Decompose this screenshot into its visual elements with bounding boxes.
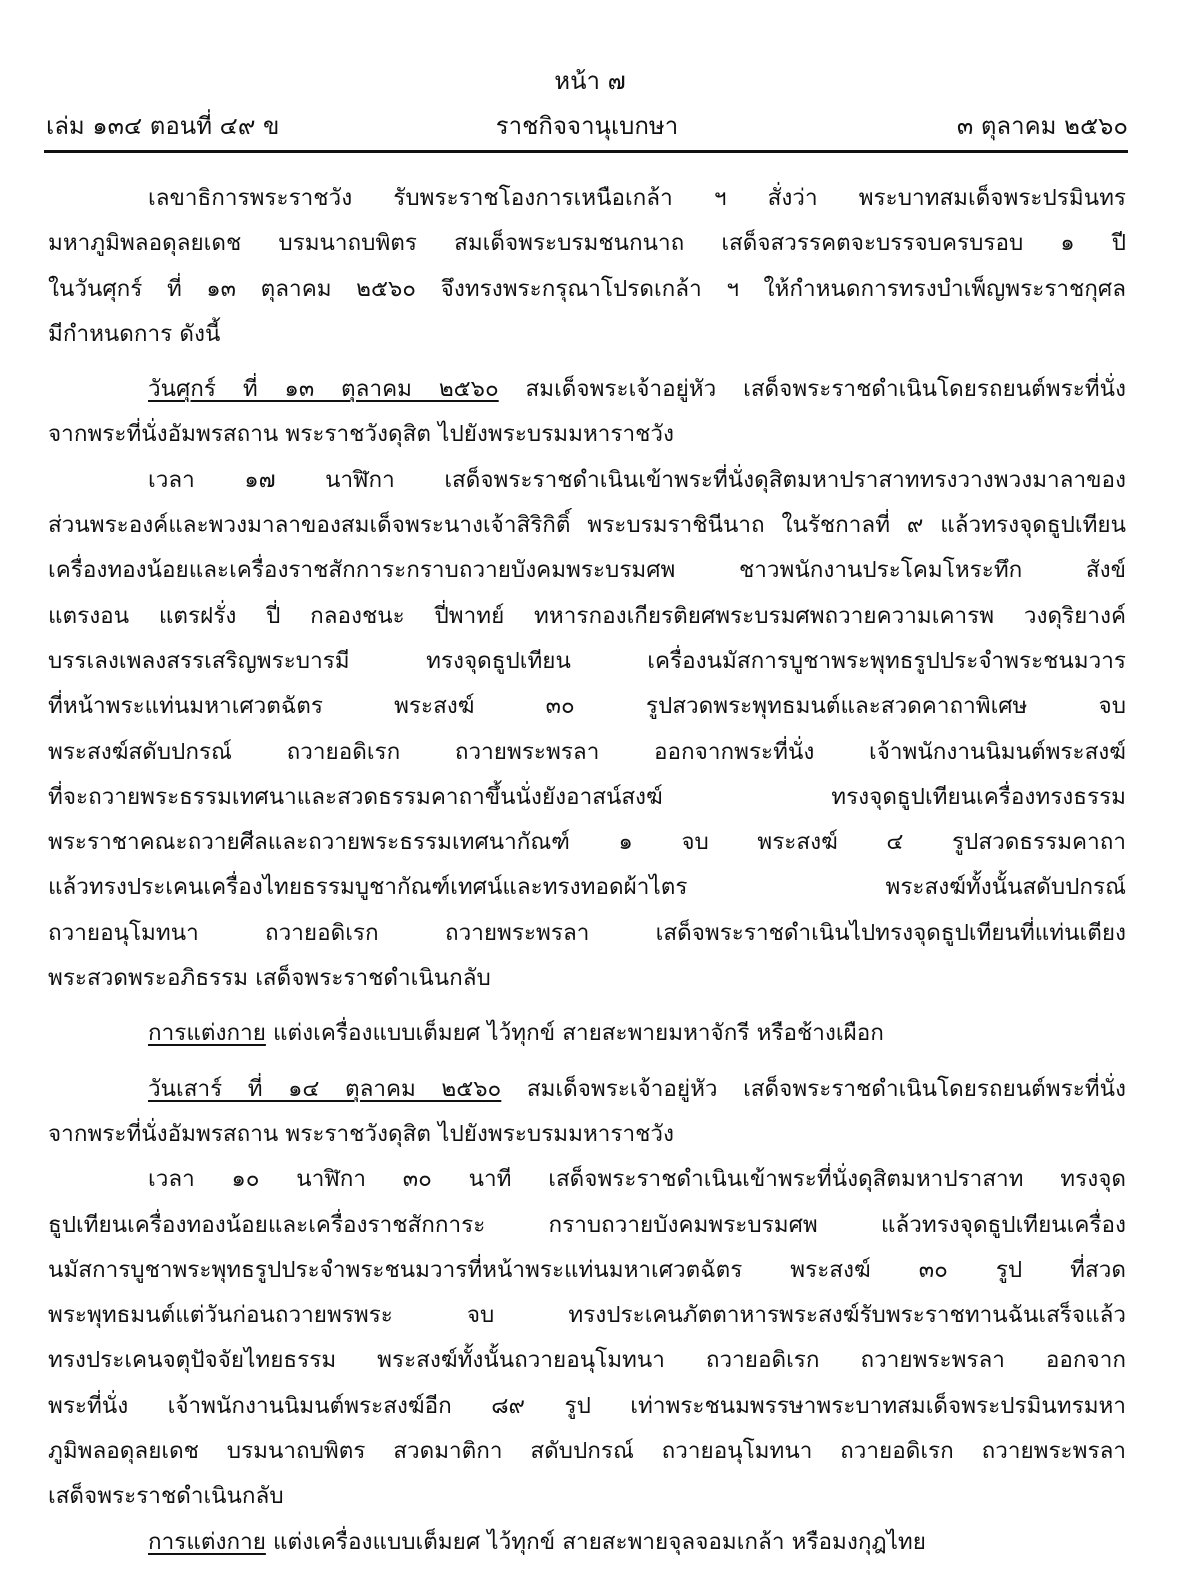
text-line: พระสงฆ์สดับปกรณ์ ถวายอดิเรก ถวายพระพรลา ออกจากพระที่นั่ง เจ้าพนักงานนิมนต์พระสงฆ์ (48, 738, 1126, 765)
text-line: ส่วนพระองค์และพวงมาลาของสมเด็จพระนางเจ้าสิริกิติ์ พระบรมราชินีนาถ ในรัชกาลที่ ๙ แล้วทรงจุดธูปเทียน (48, 512, 1126, 539)
text-line: นมัสการบูชาพระพุทธรูปประจำพระชนมวารที่หน้าพระแท่นมหาเศวตฉัตร พระสงฆ์ ๓๐ รูป ที่สวด (48, 1256, 1126, 1283)
text-line: แตรงอน แตรฝรั่ง ปี่ กลองชนะ ปี่พาทย์ ทหารกองเกียรติยศพระบรมศพถวายความเคารพ วงดุริยางค์ (48, 602, 1126, 629)
text-line: พระสวดพระอภิธรรม เสด็จพระราชดำเนินกลับ (48, 965, 491, 992)
day2-date-heading: วันเสาร์ ที่ ๑๔ ตุลาคม ๒๕๖๐ (148, 1075, 502, 1102)
text-line: เครื่องทองน้อยและเครื่องราชสักการะกราบถวายบังคมพระบรมศพ ชาวพนักงานประโคมโหระทึก สังข์ (48, 557, 1126, 584)
text-line: มีกำหนดการ ดังนี้ (48, 320, 221, 347)
dress-code-text: แต่งเครื่องแบบเต็มยศ ไว้ทุกข์ สายสะพายจุลจอมเกล้า หรือมงกุฎไทย (265, 1528, 926, 1555)
day2-ceremony-paragraph (48, 1157, 1126, 1519)
dress-code-text: แต่งเครื่องแบบเต็มยศ ไว้ทุกข์ สายสะพายมหาจักรี หรือช้างเผือก (265, 1020, 884, 1047)
text-line: ที่หน้าพระแท่นมหาเศวตฉัตร พระสงฆ์ ๓๐ รูปสวดพระพุทธมนต์และสวดคาถาพิเศษ จบ (48, 693, 1126, 720)
day1-date-heading: วันศุกร์ ที่ ๑๓ ตุลาคม ๒๕๖๐ (148, 376, 499, 403)
text-line: แล้วทรงประเคนเครื่องไทยธรรมบูชากัณฑ์เทศน์และทรงทอดผ้าไตร พระสงฆ์ทั้งนั้นสดับปกรณ์ (48, 874, 1126, 901)
text-line: ทรงประเคนจตุปัจจัยไทยธรรม พระสงฆ์ทั้งนั้นถวายอนุโมทนา ถวายอดิเรก ถวายพระพรลา ออกจาก (48, 1347, 1126, 1374)
publication-date: ๓ ตุลาคม ๒๕๖๐ (956, 112, 1128, 140)
header-divider (44, 150, 1128, 153)
text-line: ถวายอนุโมทนา ถวายอดิเรก ถวายพระพรลา เสด็จพระราชดำเนินไปทรงจุดธูปเทียนที่แท่นเตียง (48, 919, 1126, 946)
text-line: วันศุกร์ ที่ ๑๓ ตุลาคม ๒๕๖๐ สมเด็จพระเจ้าอยู่หัว เสด็จพระราชดำเนินโดยรถยนต์พระที่นั่ง (148, 376, 1126, 403)
gazette-header (46, 110, 1128, 142)
text-line: จากพระที่นั่งอัมพรสถาน พระราชวังดุสิต ไปยังพระบรมมหาราชวัง (48, 1120, 675, 1147)
dress-code-label: การแต่งกาย (148, 1020, 266, 1047)
page-number: หน้า ๗ (554, 67, 626, 95)
text-line: พระราชาคณะถวายศีลและถวายพระธรรมเทศนากัณฑ์ ๑ จบ พระสงฆ์ ๔ รูปสวดธรรมคาถา (48, 829, 1126, 856)
intro-paragraph (48, 176, 1126, 357)
text-line: ในวันศุกร์ ที่ ๑๓ ตุลาคม ๒๕๖๐ จึงทรงพระกรุณาโปรดเกล้า ฯ ให้กำหนดการทรงบำเพ็ญพระราชกุศล (48, 275, 1126, 302)
publication-title: ราชกิจจานุเบกษา (495, 112, 679, 140)
day1-ceremony-paragraph (48, 458, 1126, 1002)
day1-dress-code (48, 1011, 1126, 1056)
day2-dress-code (48, 1520, 1126, 1565)
text-line: เสด็จพระราชดำเนินกลับ (48, 1483, 284, 1510)
text-line: ธูปเทียนเครื่องทองน้อยและเครื่องราชสักการะ กราบถวายบังคมพระบรมศพ แล้วทรงจุดธูปเทียนเครื่อง (48, 1211, 1126, 1238)
text-line: ภูมิพลอดุลยเดช บรมนาถบพิตร สวดมาติกา สดับปกรณ์ ถวายอนุโมทนา ถวายอดิเรก ถวายพระพรลา (48, 1438, 1126, 1465)
text-line: เลขาธิการพระราชวัง รับพระราชโองการเหนือเกล้า ฯ สั่งว่า พระบาทสมเด็จพระปรมินทร (148, 185, 1126, 211)
text-line: ที่จะถวายพระธรรมเทศนาและสวดธรรมคาถาขึ้นนั่งยังอาสน์สงฆ์ ทรงจุดธูปเทียนเครื่องทรงธรรม (48, 783, 1126, 810)
document-body (48, 176, 1126, 1565)
text-line: พระพุทธมนต์แต่วันก่อนถวายพรพระ จบ ทรงประเคนภัตตาหารพระสงฆ์รับพระราชทานฉันเสร็จแล้ว (48, 1302, 1126, 1329)
text-line: บรรเลงเพลงสรรเสริญพระบารมี ทรงจุดธูปเทียน เครื่องนมัสการบูชาพระพุทธรูปประจำพระชนมวาร (48, 647, 1126, 674)
text-line: จากพระที่นั่งอัมพรสถาน พระราชวังดุสิต ไปยังพระบรมมหาราชวัง (48, 421, 675, 448)
text-line: วันเสาร์ ที่ ๑๔ ตุลาคม ๒๕๖๐ สมเด็จพระเจ้าอยู่หัว เสด็จพระราชดำเนินโดยรถยนต์พระที่นั่ง (148, 1075, 1126, 1102)
day1-arrival-paragraph (48, 367, 1126, 458)
volume-issue: เล่ม ๑๓๔ ตอนที่ ๔๙ ข (46, 112, 280, 140)
text-line: พระที่นั่ง เจ้าพนักงานนิมนต์พระสงฆ์อีก ๘๙ รูป เท่าพระชนมพรรษาพระบาทสมเด็จพระปรมินทรมหา (48, 1392, 1126, 1419)
text-line: เวลา ๑๐ นาฬิกา ๓๐ นาที เสด็จพระราชดำเนินเข้าพระที่นั่งดุสิตมหาปราสาท ทรงจุด (148, 1166, 1126, 1193)
text-line: มหาภูมิพลอดุลยเดช บรมนาถบพิตร สมเด็จพระบรมชนกนาถ เสด็จสวรรคตจะบรรจบครบรอบ ๑ ปี (48, 230, 1126, 257)
day2-arrival-paragraph (48, 1067, 1126, 1158)
dress-code-label: การแต่งกาย (148, 1528, 266, 1555)
text-line: เวลา ๑๗ นาฬิกา เสด็จพระราชดำเนินเข้าพระที่นั่งดุสิตมหาปราสาททรงวางพวงมาลาของ (148, 466, 1126, 493)
